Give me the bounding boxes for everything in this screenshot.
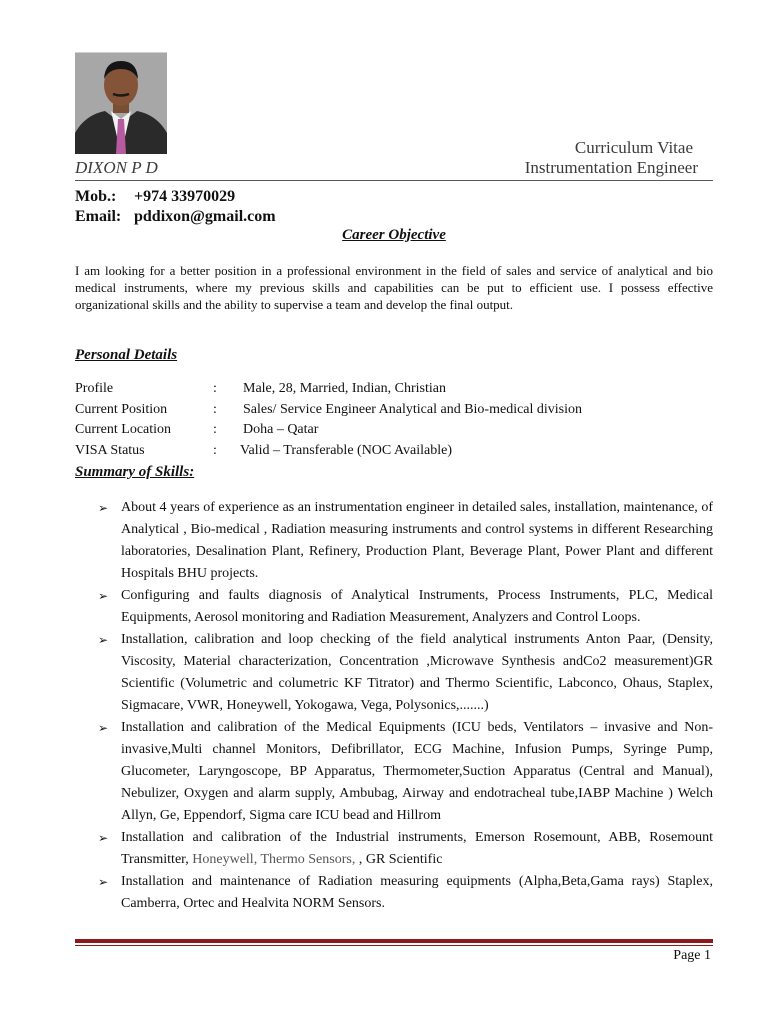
header-divider [75, 180, 713, 181]
detail-key: Profile [75, 381, 114, 396]
detail-value: Sales/ Service Engineer Analytical and Bio-medical division [243, 402, 583, 417]
detail-value: Male, 28, Married, Indian, Christian [243, 381, 446, 396]
job-title: Instrumentation Engineer [524, 158, 698, 177]
detail-separator: : [213, 422, 217, 437]
detail-key: Current Location [75, 422, 172, 437]
arrow-bullet-icon: ➢ [98, 633, 109, 647]
skill-text: Installation and maintenance of Radiation measuring equipments (Alpha,Beta,Gama rays) Staplex, Camberra, Ortec and Healvita NORM Sensors. [121, 874, 713, 911]
detail-value: Valid – Transferable (NOC Available) [240, 443, 453, 458]
email-value: pddixon@gmail.com [134, 208, 276, 225]
skill-item [98, 497, 713, 585]
career-objective-heading: Career Objective [342, 227, 446, 243]
email-line [75, 208, 276, 226]
skill-text: About 4 years of experience as an instrumentation engineer in detailed sales, installation, maintenance, of Analytical , Bio-medical , Radiation measuring instruments and control systems in different Researching laboratories, Desalination Plant, Refinery, Production Plant, Beverage Plant, Power Plant and different Hospitals BHU projects. [121, 500, 713, 581]
page-number: Page 1 [673, 948, 711, 963]
detail-key: Current Position [75, 402, 168, 417]
profile-photo [75, 52, 167, 154]
skill-text: Installation and calibration of the Medical Equipments (ICU beds, Ventilators – invasive and Non-invasive,Multi channel Monitors, Defibrillator, ECG Machine, Infusion Pumps, Syringe Pump, Glucometer, Laryngoscope, BP Apparatus, Thermometer,Suction Apparatus (Central and Manual), Nebulizer, Oxygen and alarm supply, Ambubag, Airway and endotracheal tube,IABP Machine ) Welch Allyn, Ge, Eppendorf, Sigma care ICU bead and Hillrom [121, 720, 713, 823]
skill-item [98, 827, 713, 871]
detail-row-position [75, 400, 582, 420]
detail-value: Doha – Qatar [243, 422, 319, 437]
skills-heading: Summary of Skills: [75, 464, 195, 480]
detail-row-location [75, 420, 318, 440]
skill-text: Installation and calibration of the Industrial instruments, Emerson Rosemount, ABB, Rosemount Transmitter, [121, 830, 713, 867]
detail-row-visa [75, 441, 452, 461]
skill-text: , GR Scientific [355, 852, 443, 867]
detail-key: VISA Status [75, 443, 145, 458]
skill-text-gray: Honeywell, Thermo Sensors, [192, 852, 356, 867]
detail-separator: : [213, 402, 217, 417]
mobile-label: Mob.: [75, 188, 117, 205]
skill-item [98, 585, 713, 629]
person-portrait-icon [75, 53, 167, 154]
cv-title: Curriculum Vitae [574, 138, 693, 157]
arrow-bullet-icon: ➢ [98, 721, 109, 735]
skill-item [98, 871, 713, 915]
skill-text: Installation, calibration and loop checking of the field analytical instruments Anton Paar, (Density, Viscosity, Material characterization, Concentration ,Microwave Synthesis andCo2 measurement)GR Scientific (Volumetric and columetric KF Titrator) and Thermo Scientific, Labconco, Ohaus, Staplex, Sigmacare, VWR, Honeywell, Yokogawa, Vega, Polysonics,.......) [121, 632, 713, 713]
arrow-bullet-icon: ➢ [98, 501, 109, 515]
email-label: Email: [75, 208, 122, 225]
skills-list [98, 497, 713, 915]
detail-row-profile [75, 379, 446, 399]
arrow-bullet-icon: ➢ [98, 875, 109, 889]
skill-item [98, 629, 713, 717]
footer-rule-thin [75, 945, 713, 946]
skill-text: Configuring and faults diagnosis of Analytical Instruments, Process Instruments, PLC, Medical Equipments, Aerosol monitoring and Radiation Measurement, Analyzers and Control Loops. [121, 588, 713, 625]
arrow-bullet-icon: ➢ [98, 831, 109, 845]
arrow-bullet-icon: ➢ [98, 589, 109, 603]
mobile-line [75, 188, 235, 206]
career-objective-text: I am looking for a better position in a professional environment in the field of sales and service of analytical and bio medical instruments, where my previous skills and capabilities can be put to efficient use. I possess effective organizational skills and the ability to supervise a team and develop the final output. [75, 263, 713, 312]
personal-details-heading: Personal Details [75, 347, 178, 363]
detail-separator: : [213, 381, 217, 396]
detail-separator: : [213, 443, 217, 458]
mobile-value: +974 33970029 [134, 188, 236, 205]
skill-item [98, 717, 713, 827]
footer-rule-thick [75, 939, 713, 943]
candidate-name: DIXON P D [75, 158, 158, 177]
